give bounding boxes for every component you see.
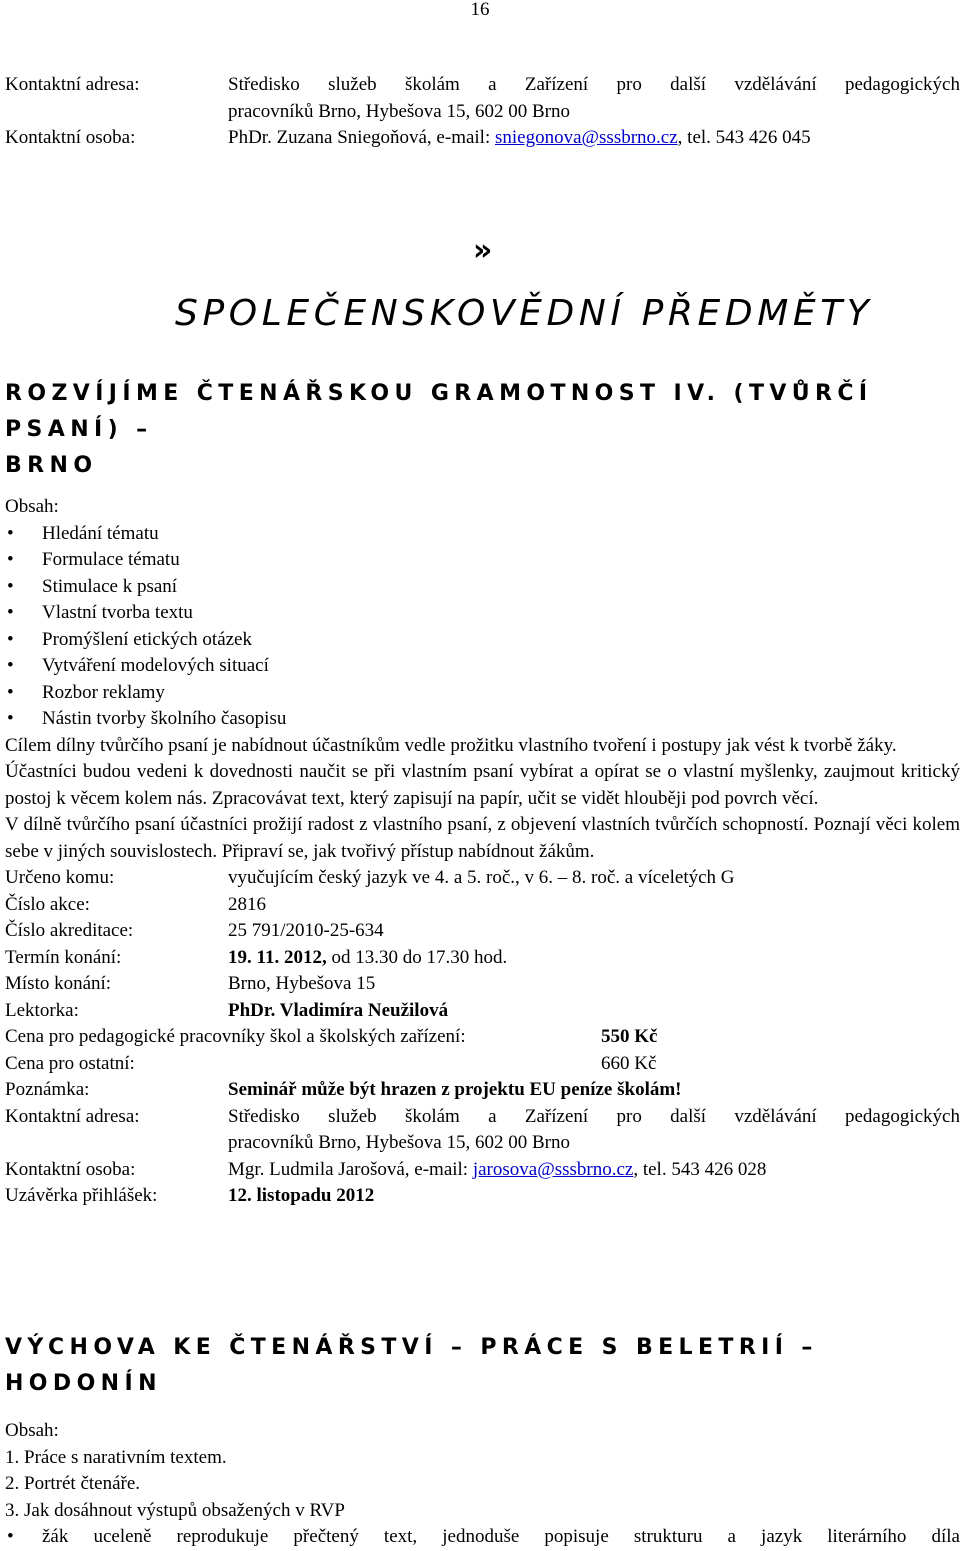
- top-person-email-link[interactable]: sniegonova@sssbrno.cz: [495, 127, 678, 148]
- top-address-label: Kontaktní adresa:: [5, 74, 140, 95]
- top-contact-block: [5, 72, 960, 152]
- course-1-price-other-row: Cena pro ostatní: 660 Kč: [5, 1052, 657, 1074]
- section-title: SPOLEČENSKOVĚDNÍ PŘEDMĚTY: [175, 293, 874, 334]
- course-1-date-row: Termín konání: 19. 11. 2012, od 13.30 do 17.30 hod.: [5, 946, 508, 968]
- course-2-content-label: Obsah:: [5, 1420, 59, 1441]
- course-1-content-list: [5, 521, 960, 733]
- list-item: • Formulace tématu: [5, 547, 960, 574]
- list-item: • Hledání tématu: [5, 521, 960, 548]
- course-1-price-ped-row: Cena pro pedagogické pracovníky škol a školských zařízení: 550 Kč: [5, 1026, 658, 1047]
- course-1-lector-row: Lektorka: PhDr. Vladimíra Neužilová: [5, 999, 449, 1021]
- top-person-prefix: PhDr. Zuzana Sniegoňová, e-mail:: [228, 127, 495, 148]
- course-1-paragraph-3: V dílně tvůrčího psaní účastníci prožijí radost z vlastního psaní, z objevení vlastních tvůrčích schopností. Poznají věci kolem sebe v jiných souvislostech. Připraví se, jak tvořivý přístup nabídnout žákům.: [5, 814, 960, 862]
- list-item: • Nástin tvorby školního časopisu: [5, 706, 960, 733]
- top-person-label: Kontaktní osoba:: [5, 127, 136, 148]
- course-2-title: VÝCHOVA KE ČTENÁŘSTVÍ – PRÁCE S BELETRIÍ – HODONÍN: [5, 1335, 818, 1396]
- course-1-title: ROZVÍJÍME ČTENÁŘSKOU GRAMOTNOST IV. (TVŮRČÍ PSANÍ) – BRNO: [5, 381, 873, 478]
- course-1-place-row: Místo konání: Brno, Hybešova 15: [5, 973, 376, 994]
- course-2-bullet-list: [5, 1524, 960, 1551]
- top-person-suffix: , tel. 543 426 045: [677, 127, 811, 148]
- course-1-address-row: Kontaktní adresa: Středisko služeb školám a Zařízení pro další vzdělávání pedagogických pracovníků Brno, Hybešova 15, 602 00 Brno: [5, 1105, 960, 1153]
- page-number: 16: [470, 0, 490, 20]
- double-chevron-right-icon: »: [473, 233, 493, 268]
- top-address-line2: pracovníků Brno, Hybešova 15, 602 00 Brno: [228, 100, 570, 122]
- list-item: • Vlastní tvorba textu: [5, 600, 960, 627]
- course-1-target-row: Určeno komu: vyučujícím český jazyk ve 4. a 5. roč., v 6. – 8. roč. a víceletých G: [5, 867, 735, 888]
- course-1-accreditation-row: Číslo akreditace: 25 791/2010-25-634: [5, 920, 384, 941]
- course-1-action-row: Číslo akce: 2816: [5, 893, 266, 915]
- course-1-paragraph-1: Cílem dílny tvůrčího psaní je nabídnout účastníkům vedle prožitku vlastního tvoření i postupy jak vést k tvorbě žáky.: [5, 734, 897, 756]
- course-1-paragraph-2: Účastníci budou vedeni k dovednosti naučit se při vlastním psaní vybírat a opírat se o vlastní myšlenky, zaujmout kritický postoj k věcem kolem nás. Zpracovávat text, který zapisují na papír, učit se vidět hlouběji pod povrch věcí.: [5, 761, 960, 809]
- course-1: [5, 376, 960, 1210]
- course-2-numbered-item: 1. Práce s narativním textem.: [5, 1446, 227, 1468]
- list-item: • žák uceleně reprodukuje přečtený text, jednoduše popisuje strukturu a jazyk literárního díla: [5, 1524, 960, 1551]
- top-person-row: [5, 125, 960, 152]
- list-item: • Vytváření modelových situací: [5, 653, 960, 680]
- top-address-row: [5, 72, 960, 125]
- course-1-content-label: Obsah:: [5, 496, 59, 517]
- course-1-person-row: Kontaktní osoba: Mgr. Ludmila Jarošová, e-mail: jarosova@sssbrno.cz, tel. 543 426 028: [5, 1158, 767, 1180]
- list-item: • Rozbor reklamy: [5, 680, 960, 707]
- list-item: • Promýšlení etických otázek: [5, 627, 960, 654]
- top-address-line1: Středisko služeb školám a Zařízení pro další vzdělávání pedagogických: [228, 74, 960, 95]
- course-1-email-link[interactable]: jarosova@sssbrno.cz: [472, 1158, 634, 1180]
- course-2: [5, 1330, 960, 1551]
- list-item: • Stimulace k psaní: [5, 574, 960, 601]
- course-1-note-row: Poznámka: Seminář může být hrazen z projektu EU peníze školám!: [5, 1079, 682, 1100]
- course-2-numbered-item: 3. Jak dosáhnout výstupů obsažených v RVP: [5, 1499, 345, 1521]
- course-1-deadline-row: Uzávěrka přihlášek: 12. listopadu 2012: [5, 1185, 375, 1206]
- course-2-numbered-item: 2. Portrét čtenáře.: [5, 1473, 141, 1494]
